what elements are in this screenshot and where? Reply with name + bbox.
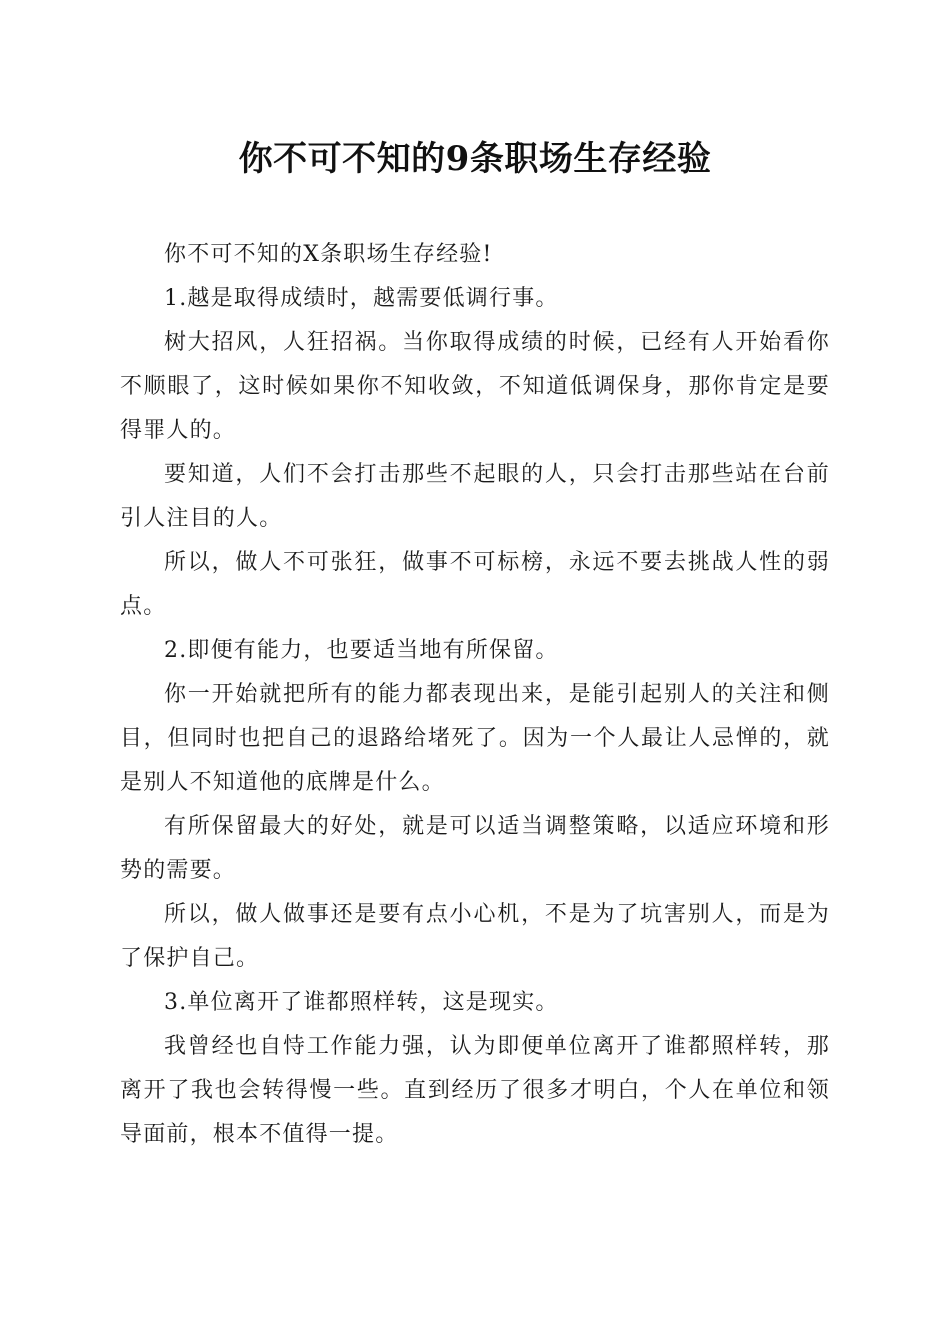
section-heading-1: 1.越是取得成绩时，越需要低调行事。 [164, 286, 559, 311]
paragraph: 所以，做人不可张狂，做事不可标榜，永远不要去挑战人性的弱点。 [120, 550, 830, 619]
paragraph: 要知道，人们不会打击那些不起眼的人，只会打击那些站在台前引人注目的人。 [120, 462, 830, 531]
section-heading-3: 3.单位离开了谁都照样转，这是现实。 [164, 990, 559, 1015]
paragraph: 所以，做人做事还是要有点小心机，不是为了坑害别人，而是为了保护自己。 [120, 902, 830, 971]
document-body [120, 233, 830, 1157]
paragraph: 我曾经也自恃工作能力强，认为即便单位离开了谁都照样转，那离开了我也会转得慢一些。直到经历了很多才明白，个人在单位和领导面前，根本不值得一提。 [120, 1034, 830, 1147]
paragraph-intro: 你不可不知的X条职场生存经验! [164, 242, 493, 267]
document-title: 你不可不知的9条职场生存经验 [238, 139, 712, 179]
section-heading-2: 2.即便有能力，也要适当地有所保留。 [164, 638, 559, 663]
paragraph: 有所保留最大的好处，就是可以适当调整策略，以适应环境和形势的需要。 [120, 814, 830, 883]
paragraph: 树大招风，人狂招祸。当你取得成绩的时候，已经有人开始看你不顺眼了，这时候如果你不知收敛，不知道低调保身，那你肯定是要得罪人的。 [120, 330, 830, 443]
paragraph: 你一开始就把所有的能力都表现出来，是能引起别人的关注和侧目，但同时也把自己的退路给堵死了。因为一个人最让人忌惮的，就是别人不知道他的底牌是什么。 [120, 682, 830, 795]
